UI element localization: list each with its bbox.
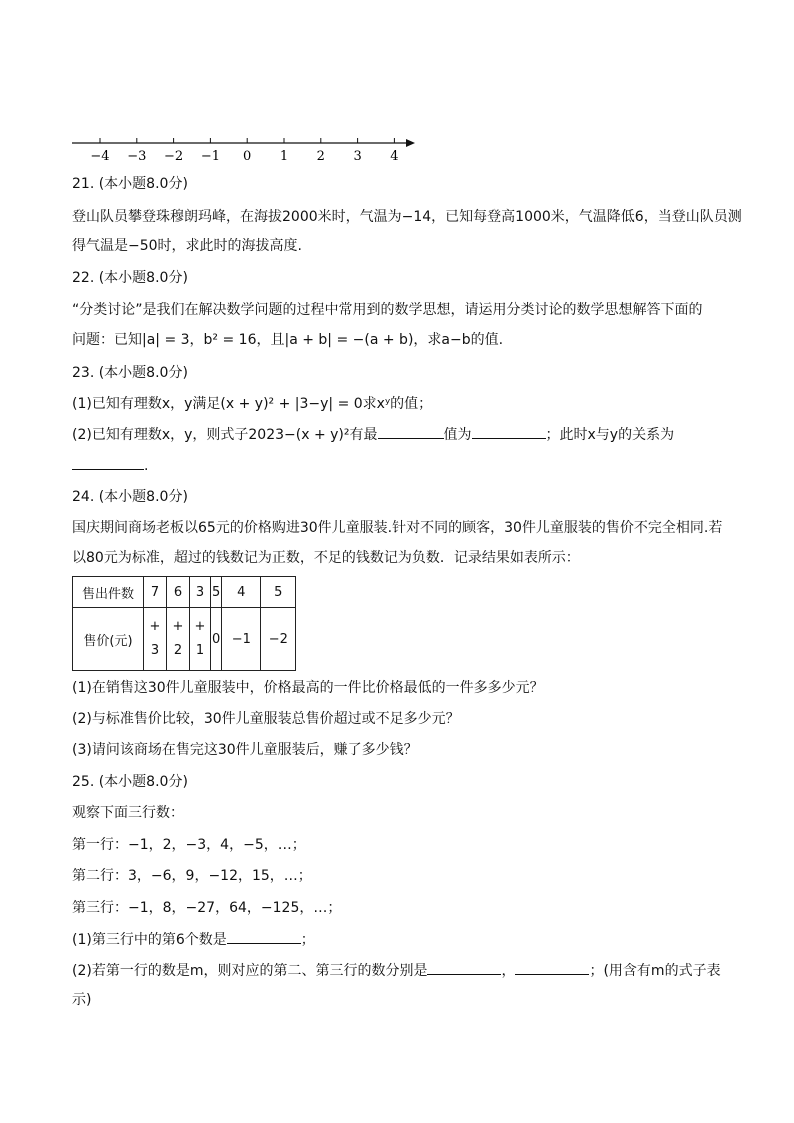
answer-blank[interactable] bbox=[515, 960, 589, 975]
tick-label: 0 bbox=[243, 149, 252, 164]
table-cell bbox=[167, 608, 190, 671]
table-row-label: 售价(元) bbox=[73, 608, 144, 671]
table-cell bbox=[144, 608, 167, 671]
table-cell bbox=[261, 608, 296, 671]
sign: + bbox=[194, 619, 206, 634]
q24-text-line1: 国庆期间商场老板以65元的价格购进30件儿童服装.针对不同的顾客，30件儿童服装的售价不完全相同.若 bbox=[72, 520, 723, 536]
q25-part1-end: ； bbox=[300, 932, 315, 948]
answer-blank[interactable] bbox=[227, 929, 301, 944]
number-line bbox=[72, 132, 422, 166]
tick-label: 2 bbox=[316, 149, 325, 164]
q23-part2-text-c: ；此时x与y的关系为 bbox=[545, 427, 675, 443]
tick-label: −4 bbox=[90, 149, 110, 164]
tick-label: 3 bbox=[353, 149, 362, 164]
q24-header: 24. (本小题8.0分) bbox=[72, 489, 188, 505]
q22-text-line1: “分类讨论”是我们在解决数学问题的过程中常用到的数学思想，请运用分类讨论的数学思想解答下面的 bbox=[72, 302, 703, 318]
q25-header: 25. (本小题8.0分) bbox=[72, 774, 188, 790]
tick-label: 1 bbox=[279, 149, 289, 164]
table-cell: 5 bbox=[211, 577, 222, 608]
q25-part2 bbox=[72, 960, 721, 981]
q21-header: 21. (本小题8.0分) bbox=[72, 176, 188, 192]
q25-part2-tail: ；(用含有m的式子表 bbox=[589, 963, 721, 979]
tick-label: −3 bbox=[127, 149, 147, 164]
sign: + bbox=[149, 619, 161, 634]
q25-row3: 第三行：−1，8，−27，64，−125，…； bbox=[72, 900, 342, 916]
tick-label: 4 bbox=[390, 149, 399, 164]
q25-part2-sep: ， bbox=[501, 963, 516, 979]
value: 0 bbox=[212, 631, 221, 647]
q25-part2-continued: 示) bbox=[72, 992, 92, 1008]
sign: + bbox=[172, 619, 184, 634]
q23-part1: (1)已知有理数x，y满足(x + y)² + |3−y| = 0求xʸ的值； bbox=[72, 396, 433, 412]
table-cell bbox=[211, 608, 222, 671]
table-row bbox=[73, 577, 296, 608]
answer-blank[interactable] bbox=[378, 424, 444, 439]
value: −1 bbox=[231, 631, 251, 647]
value: 3 bbox=[150, 643, 160, 658]
table-cell: 3 bbox=[190, 577, 211, 608]
q25-part2-text: (2)若第一行的数是m，则对应的第二、第三行的数分别是 bbox=[72, 963, 428, 979]
q21-text-line2: 得气温是−50时，求此时的海拔高度. bbox=[72, 238, 302, 254]
table-cell: 4 bbox=[222, 577, 261, 608]
q24-part2: (2)与标准售价比较，30件儿童服装总售价超过或不足多少元？ bbox=[72, 711, 460, 727]
q23-part2-continued bbox=[72, 455, 148, 476]
value: 1 bbox=[195, 643, 205, 658]
q23-header: 23. (本小题8.0分) bbox=[72, 365, 188, 381]
q25-row2: 第二行：3，−6，9，−12，15，…； bbox=[72, 868, 312, 884]
value: 2 bbox=[173, 643, 183, 658]
q23-part2-text-a: (2)已知有理数x，y，则式子2023−(x + y)²有最 bbox=[72, 427, 378, 443]
q23-part2 bbox=[72, 424, 674, 445]
q22-header: 22. (本小题8.0分) bbox=[72, 270, 188, 286]
answer-blank[interactable] bbox=[472, 424, 546, 439]
sales-table bbox=[72, 576, 296, 671]
q25-intro: 观察下面三行数： bbox=[72, 805, 184, 821]
value: −2 bbox=[268, 631, 288, 647]
arrow-right-icon bbox=[406, 139, 415, 147]
tick-label: −1 bbox=[200, 149, 220, 164]
q21-text-line1: 登山队员攀登珠穆朗玛峰，在海拔2000米时，气温为−14，已知每登高1000米，气温降低6，当登山队员测 bbox=[72, 209, 742, 225]
q25-part1-text: (1)第三行中的第6个数是 bbox=[72, 932, 227, 948]
q25-part1 bbox=[72, 929, 315, 950]
table-cell: 6 bbox=[167, 577, 190, 608]
q24-part1: (1)在销售这30件儿童服装中，价格最高的一件比价格最低的一件多多少元？ bbox=[72, 680, 544, 696]
tick-label: −2 bbox=[164, 149, 184, 164]
q23-part2-text-b: 值为 bbox=[443, 427, 472, 443]
table-row-label: 售出件数 bbox=[73, 577, 144, 608]
q25-row1: 第一行：−1，2，−3，4，−5，…； bbox=[72, 837, 306, 853]
answer-blank[interactable] bbox=[427, 960, 501, 975]
q22-text-line2: 问题：已知|a| = 3，b² = 16，且|a + b| = −(a + b)，求a−b的值. bbox=[72, 332, 504, 348]
table-cell bbox=[190, 608, 211, 671]
table-cell: 5 bbox=[261, 577, 296, 608]
table-cell: 7 bbox=[144, 577, 167, 608]
q24-text-line2: 以80元为标准，超过的钱数记为正数，不足的钱数记为负数．记录结果如表所示： bbox=[72, 550, 580, 566]
answer-blank[interactable] bbox=[72, 455, 144, 470]
q24-part3: (3)请问该商场在售完这30件儿童服装后，赚了多少钱？ bbox=[72, 742, 418, 758]
table-row bbox=[73, 608, 296, 671]
q23-part2-end: . bbox=[144, 458, 149, 474]
table-cell bbox=[222, 608, 261, 671]
